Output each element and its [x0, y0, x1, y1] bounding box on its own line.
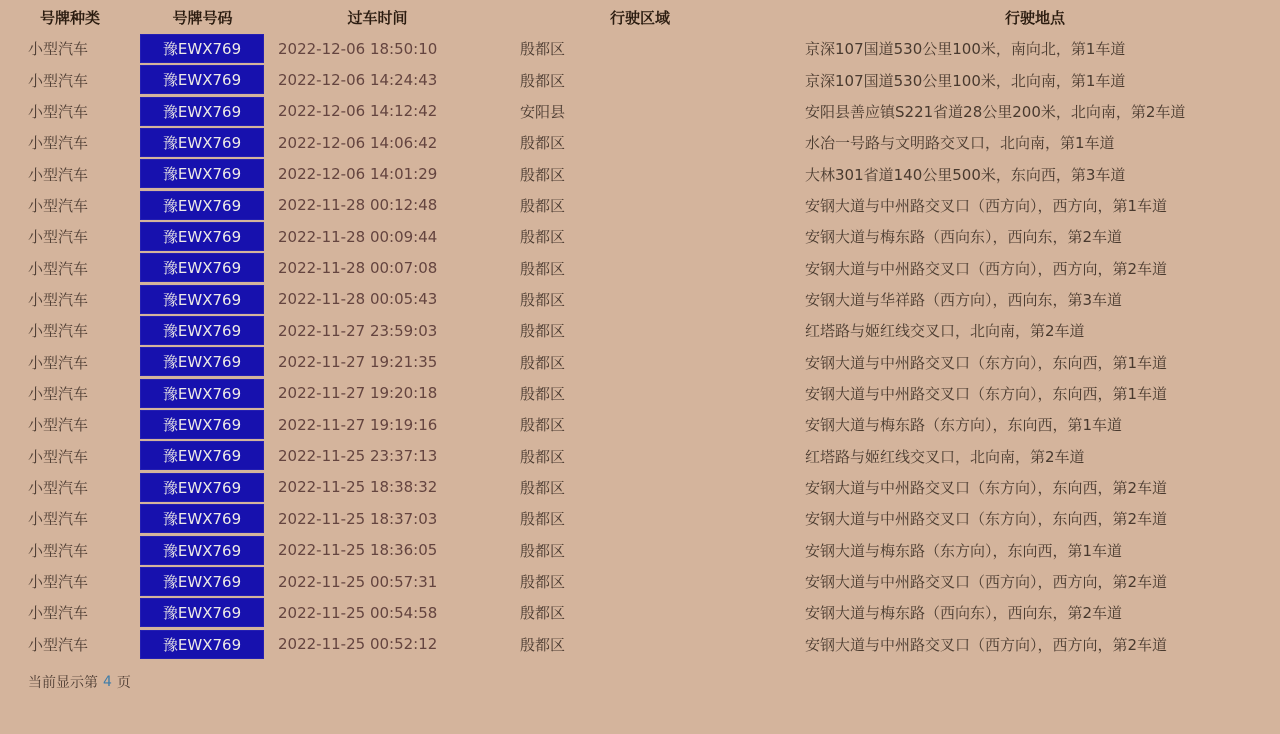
plate-number-badge[interactable]: 豫EWX769 — [140, 347, 264, 376]
location-cell: 安钢大道与中州路交叉口（东方向），东向西，第2车道 — [805, 478, 1168, 497]
plate-type-cell: 小型汽车 — [28, 228, 89, 247]
plate-number-badge[interactable]: 豫EWX769 — [140, 222, 264, 251]
plate-number-badge[interactable]: 豫EWX769 — [140, 128, 264, 157]
table-row — [0, 315, 1280, 346]
pass-time-cell: 2022-11-25 18:37:03 — [278, 509, 438, 528]
location-cell: 安钢大道与华祥路（西方向），西向东，第3车道 — [805, 290, 1123, 309]
district-cell: 殷都区 — [520, 322, 566, 341]
column-header-pass-time: 过车时间 — [347, 9, 408, 27]
table-row — [0, 503, 1280, 534]
plate-number-badge[interactable]: 豫EWX769 — [140, 504, 264, 533]
district-cell: 安阳县 — [520, 102, 566, 121]
pass-time-cell: 2022-11-28 00:05:43 — [278, 290, 438, 309]
pass-time-cell: 2022-11-25 00:52:12 — [278, 635, 438, 654]
plate-number-badge[interactable]: 豫EWX769 — [140, 34, 264, 63]
pass-time-cell: 2022-12-06 14:24:43 — [278, 71, 438, 90]
district-cell: 殷都区 — [520, 541, 566, 560]
plate-type-cell: 小型汽车 — [28, 290, 89, 309]
table-row — [0, 284, 1280, 315]
plate-number-badge[interactable]: 豫EWX769 — [140, 410, 264, 439]
table-body — [0, 33, 1280, 660]
table-row — [0, 535, 1280, 566]
district-cell: 殷都区 — [520, 290, 566, 309]
district-cell: 殷都区 — [520, 228, 566, 247]
table-row — [0, 96, 1280, 127]
plate-number-badge[interactable]: 豫EWX769 — [140, 630, 264, 659]
plate-type-cell: 小型汽车 — [28, 40, 89, 59]
plate-number-badge[interactable]: 豫EWX769 — [140, 159, 264, 188]
location-cell: 安钢大道与中州路交叉口（西方向），西方向，第2车道 — [805, 635, 1168, 654]
table-row — [0, 190, 1280, 221]
location-cell: 红塔路与姬红线交叉口，北向南，第2车道 — [805, 322, 1085, 341]
district-cell: 殷都区 — [520, 573, 566, 592]
plate-number-badge[interactable]: 豫EWX769 — [140, 473, 264, 502]
plate-type-cell: 小型汽车 — [28, 71, 89, 90]
plate-number-badge[interactable]: 豫EWX769 — [140, 379, 264, 408]
district-cell: 殷都区 — [520, 635, 566, 654]
plate-type-cell: 小型汽车 — [28, 134, 89, 153]
plate-type-cell: 小型汽车 — [28, 447, 89, 466]
pass-time-cell: 2022-11-25 18:36:05 — [278, 541, 438, 560]
location-cell: 大林301省道140公里500米，东向西，第3车道 — [805, 165, 1126, 184]
table-row — [0, 629, 1280, 660]
table-row — [0, 221, 1280, 252]
table-row — [0, 158, 1280, 189]
column-header-plate-type: 号牌种类 — [39, 9, 100, 27]
table-row — [0, 472, 1280, 503]
district-cell: 殷都区 — [520, 40, 566, 59]
plate-number-badge[interactable]: 豫EWX769 — [140, 191, 264, 220]
location-cell: 安钢大道与中州路交叉口（东方向），东向西，第1车道 — [805, 384, 1168, 403]
pass-time-cell: 2022-11-28 00:07:08 — [278, 259, 438, 278]
location-cell: 安钢大道与中州路交叉口（东方向），东向西，第1车道 — [805, 353, 1168, 372]
plate-type-cell: 小型汽车 — [28, 416, 89, 435]
district-cell: 殷都区 — [520, 71, 566, 90]
plate-number-badge[interactable]: 豫EWX769 — [140, 536, 264, 565]
pass-time-cell: 2022-12-06 14:06:42 — [278, 133, 438, 152]
pass-time-cell: 2022-11-28 00:12:48 — [278, 196, 438, 215]
column-header-plate-number: 号牌号码 — [172, 9, 233, 27]
pagination-status — [28, 672, 1280, 692]
district-cell: 殷都区 — [520, 604, 566, 623]
district-cell: 殷都区 — [520, 165, 566, 184]
pass-time-cell: 2022-12-06 18:50:10 — [278, 39, 438, 58]
table-row — [0, 64, 1280, 95]
pass-time-cell: 2022-11-27 23:59:03 — [278, 321, 438, 340]
table-row — [0, 440, 1280, 471]
district-cell: 殷都区 — [520, 384, 566, 403]
district-cell: 殷都区 — [520, 196, 566, 215]
pass-time-cell: 2022-11-25 18:38:32 — [278, 478, 438, 497]
pass-time-cell: 2022-11-25 23:37:13 — [278, 447, 438, 466]
plate-number-badge[interactable]: 豫EWX769 — [140, 316, 264, 345]
plate-type-cell: 小型汽车 — [28, 259, 89, 278]
district-cell: 殷都区 — [520, 478, 566, 497]
table-row — [0, 252, 1280, 283]
plate-type-cell: 小型汽车 — [28, 478, 89, 497]
location-cell: 安钢大道与梅东路（东方向），东向西，第1车道 — [805, 541, 1123, 560]
plate-number-badge[interactable]: 豫EWX769 — [140, 253, 264, 282]
plate-number-badge[interactable]: 豫EWX769 — [140, 567, 264, 596]
table-row — [0, 597, 1280, 628]
pass-time-cell: 2022-11-25 00:57:31 — [278, 572, 438, 591]
location-cell: 京深107国道530公里100米，北向南，第1车道 — [805, 71, 1126, 90]
table-row — [0, 566, 1280, 597]
table-row — [0, 378, 1280, 409]
location-cell: 安钢大道与梅东路（西向东），西向东，第2车道 — [805, 228, 1123, 247]
plate-number-badge[interactable]: 豫EWX769 — [140, 97, 264, 126]
pagination-text-suffix: 页 — [116, 674, 131, 691]
location-cell: 安阳县善应镇S221省道28公里200米，北向南，第2车道 — [805, 102, 1186, 121]
table-row — [0, 127, 1280, 158]
plate-number-badge[interactable]: 豫EWX769 — [140, 441, 264, 470]
pass-time-cell: 2022-11-27 19:20:18 — [278, 384, 438, 403]
district-cell: 殷都区 — [520, 510, 566, 529]
location-cell: 安钢大道与中州路交叉口（西方向），西方向，第2车道 — [805, 259, 1168, 278]
pass-time-cell: 2022-11-25 00:54:58 — [278, 603, 438, 622]
plate-type-cell: 小型汽车 — [28, 165, 89, 184]
current-page-number[interactable]: 4 — [103, 673, 112, 690]
district-cell: 殷都区 — [520, 447, 566, 466]
location-cell: 安钢大道与中州路交叉口（西方向），西方向，第2车道 — [805, 573, 1168, 592]
district-cell: 殷都区 — [520, 353, 566, 372]
location-cell: 安钢大道与中州路交叉口（西方向），西方向，第1车道 — [805, 196, 1168, 215]
location-cell: 水冶一号路与文明路交叉口，北向南，第1车道 — [805, 134, 1115, 153]
plate-type-cell: 小型汽车 — [28, 510, 89, 529]
plate-type-cell: 小型汽车 — [28, 604, 89, 623]
table-row — [0, 409, 1280, 440]
district-cell: 殷都区 — [520, 259, 566, 278]
column-header-district: 行驶区域 — [609, 9, 670, 27]
location-cell: 京深107国道530公里100米，南向北，第1车道 — [805, 40, 1126, 59]
location-cell: 红塔路与姬红线交叉口，北向南，第2车道 — [805, 447, 1085, 466]
table-row — [0, 346, 1280, 377]
pass-time-cell: 2022-12-06 14:01:29 — [278, 165, 438, 184]
plate-type-cell: 小型汽车 — [28, 353, 89, 372]
plate-number-badge[interactable]: 豫EWX769 — [140, 285, 264, 314]
column-header-location: 行驶地点 — [1004, 9, 1065, 27]
plate-type-cell: 小型汽车 — [28, 384, 89, 403]
pass-time-cell: 2022-11-28 00:09:44 — [278, 227, 438, 246]
plate-type-cell: 小型汽车 — [28, 635, 89, 654]
plate-number-badge[interactable]: 豫EWX769 — [140, 598, 264, 627]
location-cell: 安钢大道与梅东路（西向东），西向东，第2车道 — [805, 604, 1123, 623]
district-cell: 殷都区 — [520, 416, 566, 435]
table-header — [0, 0, 1280, 33]
plate-type-cell: 小型汽车 — [28, 541, 89, 560]
location-cell: 安钢大道与梅东路（东方向），东向西，第1车道 — [805, 416, 1123, 435]
table-row — [0, 33, 1280, 64]
pass-time-cell: 2022-11-27 19:21:35 — [278, 353, 438, 372]
pass-time-cell: 2022-12-06 14:12:42 — [278, 102, 438, 121]
location-cell: 安钢大道与中州路交叉口（东方向），东向西，第2车道 — [805, 510, 1168, 529]
district-cell: 殷都区 — [520, 134, 566, 153]
plate-number-badge[interactable]: 豫EWX769 — [140, 65, 264, 94]
plate-type-cell: 小型汽车 — [28, 322, 89, 341]
plate-type-cell: 小型汽车 — [28, 102, 89, 121]
pass-time-cell: 2022-11-27 19:19:16 — [278, 415, 438, 434]
plate-type-cell: 小型汽车 — [28, 196, 89, 215]
plate-type-cell: 小型汽车 — [28, 573, 89, 592]
pagination-text-prefix: 当前显示第 — [28, 674, 98, 691]
